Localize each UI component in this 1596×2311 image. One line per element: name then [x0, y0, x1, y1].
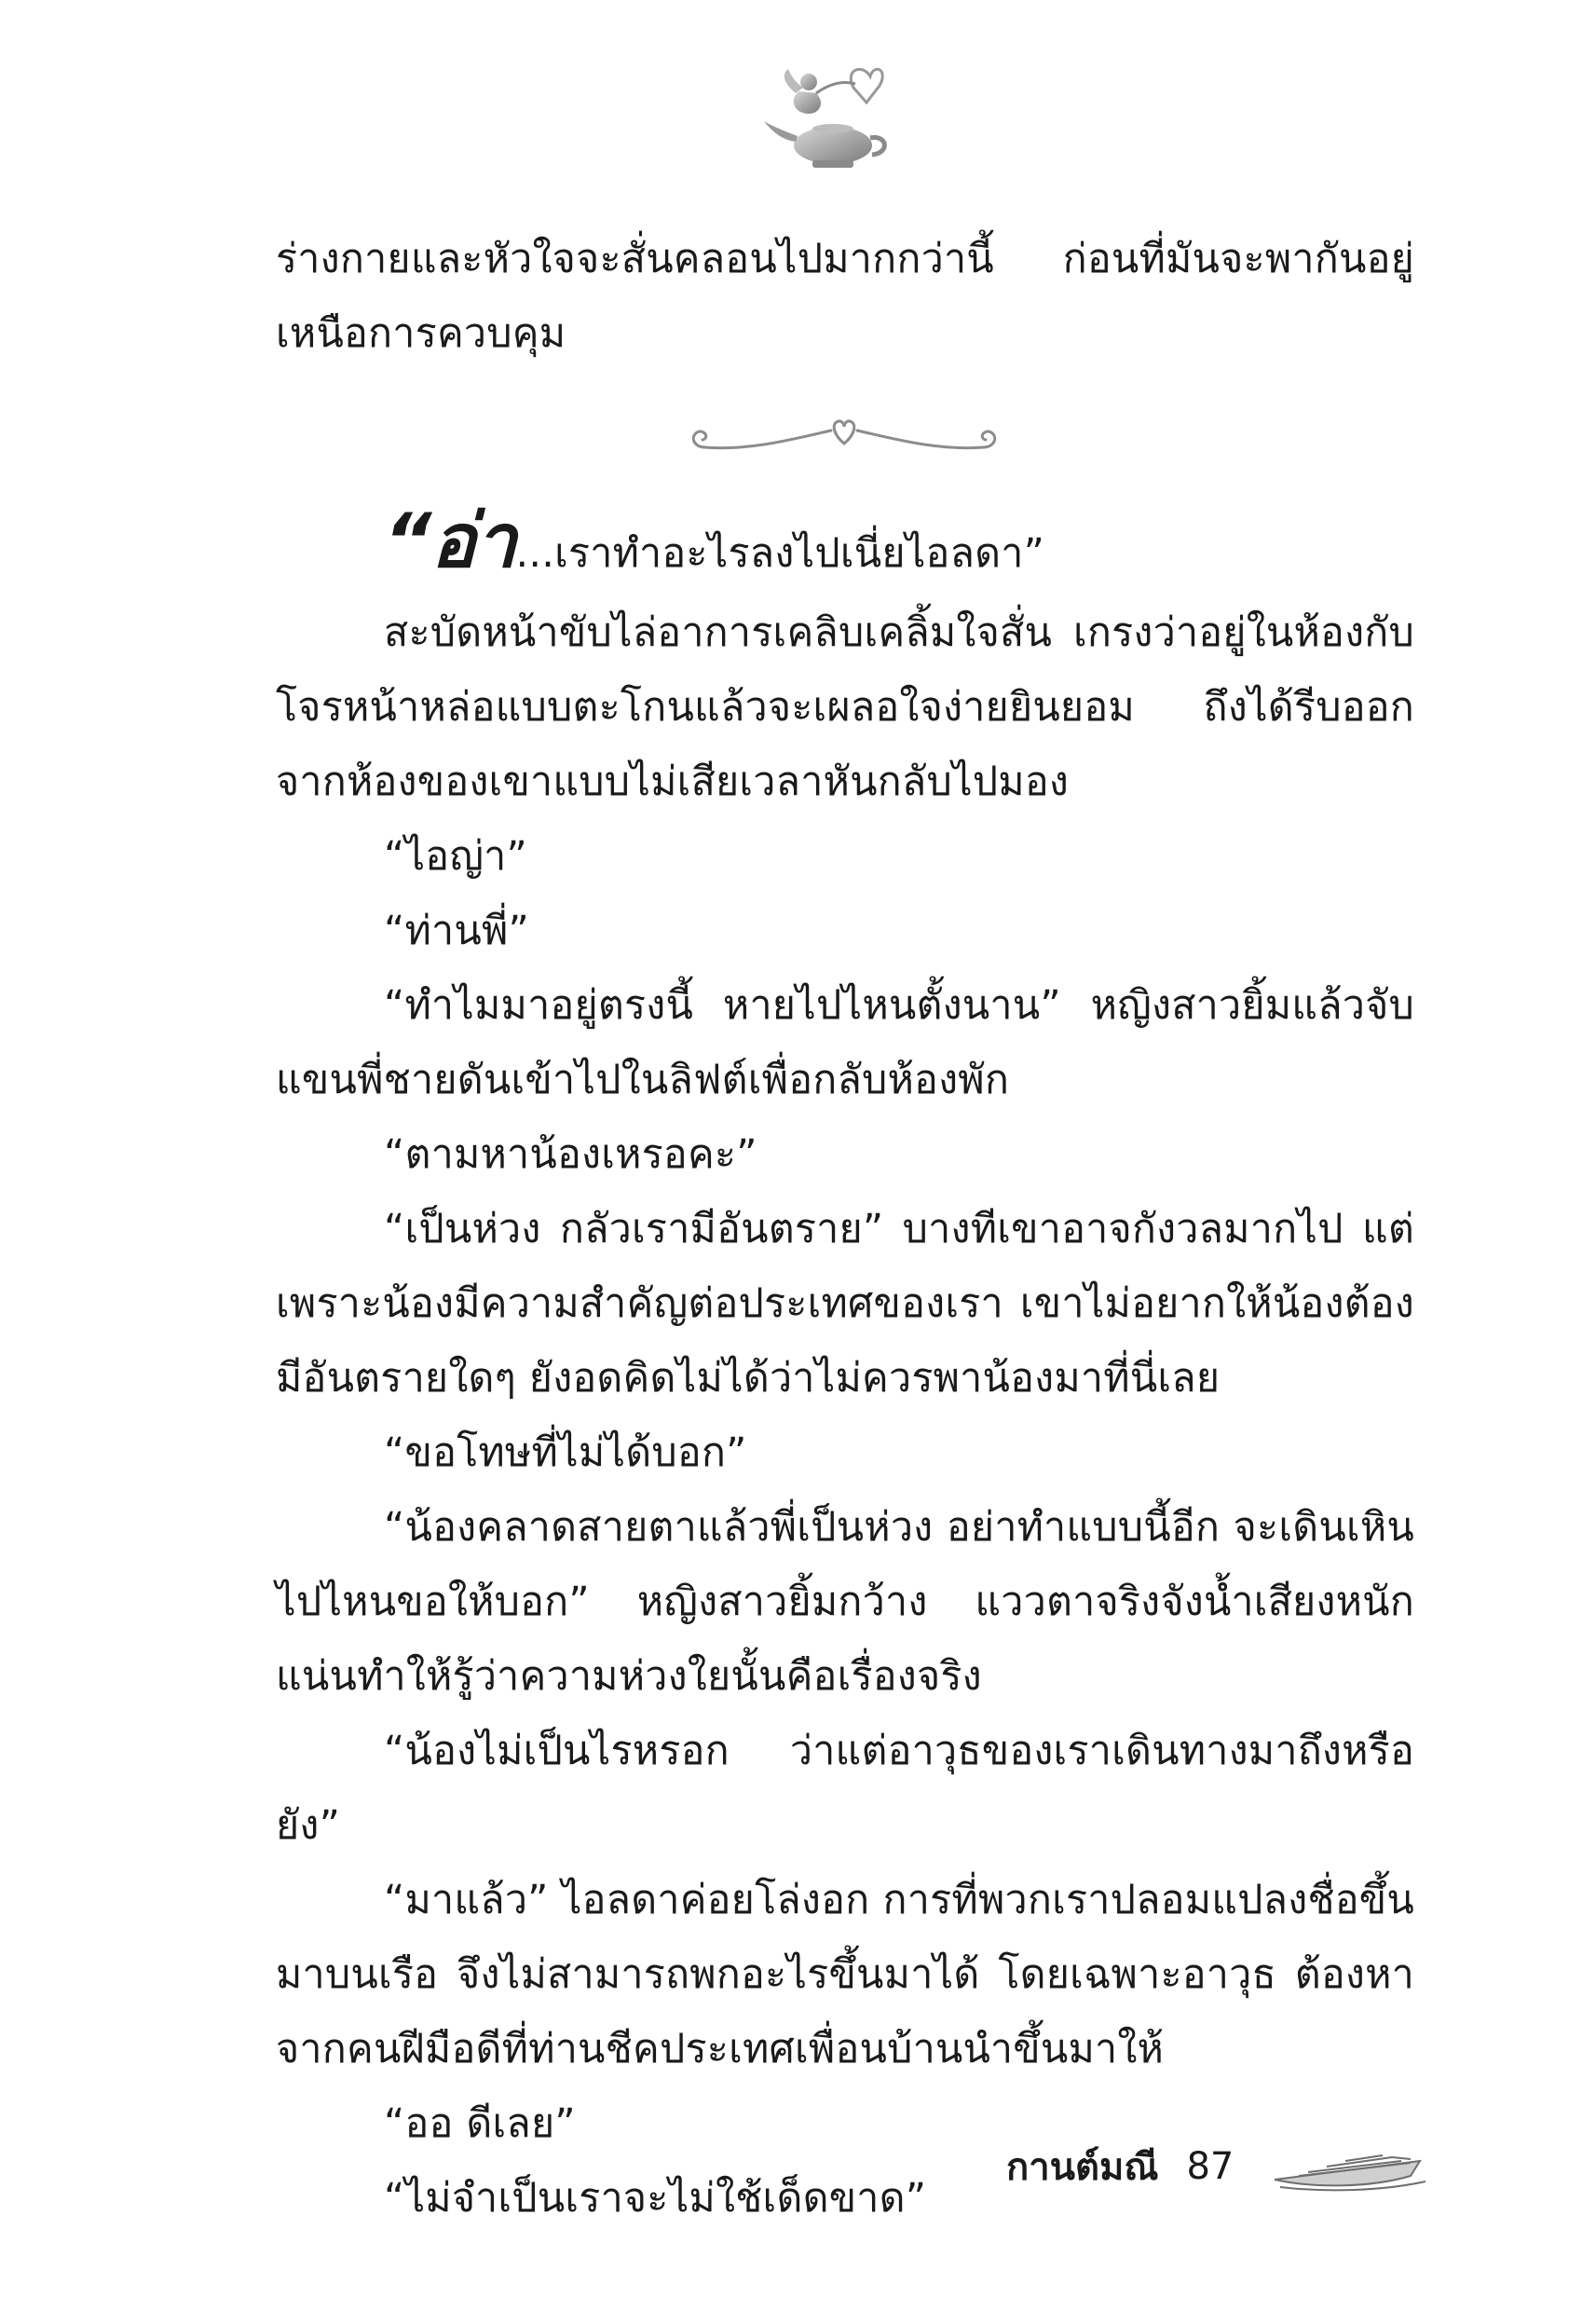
- heart-flourish-divider-icon: [667, 410, 1021, 466]
- paragraph: “ไอญ่า”: [384, 833, 527, 880]
- paragraph: “น้องคลาดสายตาแล้วพี่เป็นห่วง อย่าทำแบบนี้อีก จะเดินเหินไปไหนขอให้บอก” หญิงสาวยิ้มกว้าง แววตาจริงจังน้ำเสียงหนักแน่นทำให้รู้ว่าความห่วงใยนั้นคือเรื่องจริง: [276, 1504, 1414, 1700]
- paragraph: “มาแล้ว” ไอลดาค่อยโล่งอก การที่พวกเราปลอมแปลงชื่อขึ้นมาบนเรือ จึงไม่สามารถพกอะไรขึ้นมาได้ โดยเฉพาะอาวุธ ต้องหาจากคนฝีมือดีที่ท่านชีคประเทศเพื่อนบ้านนำขึ้นมาให้: [276, 1877, 1414, 2072]
- paragraph: “ไม่จำเป็นเราจะไม่ใช้เด็ดขาด”: [384, 2175, 927, 2222]
- paragraph: สะบัดหน้าขับไล่อาการเคลิบเคลิ้มใจสั่น เกรงว่าอยู่ในห้องกับโจรหน้าหล่อแบบตะโกนแล้วจะเผลอใจง่ายยินยอม ถึงได้รีบออกจากห้องของเขาแบบไม่เสียเวลาหันกลับไปมอง: [276, 609, 1414, 805]
- main-text: [276, 499, 1414, 2236]
- paragraph: “ขอโทษที่ไม่ได้บอก”: [384, 1429, 747, 1476]
- cruise-ship-icon: [1271, 2139, 1429, 2195]
- opening-line: [276, 499, 1414, 595]
- page-footer: [1006, 2134, 1429, 2199]
- paragraph: “ท่านพี่”: [384, 908, 529, 954]
- cupid-teapot-icon: [751, 56, 909, 177]
- page-number: 87: [1186, 2145, 1235, 2188]
- intro-section: [276, 222, 1414, 371]
- opening-rest: ...เราทำอะไรลงไปเนี่ยไอลดา”: [515, 530, 1045, 577]
- opening-exclamation: “อ่า: [384, 498, 516, 584]
- intro-paragraph: ร่างกายและหัวใจจะสั่นคลอนไปมากกว่านี้ ก่อนที่มันจะพากันอยู่เหนือการควบคุม: [276, 236, 1414, 357]
- book-title: กานต์มณี: [1006, 2146, 1159, 2189]
- paragraph: “ทำไมมาอยู่ตรงนี้ หายไปไหนตั้งนาน” หญิงสาวยิ้มแล้วจับแขนพี่ชายดันเข้าไปในลิฟต์เพื่อกลับห้องพัก: [276, 982, 1414, 1103]
- paragraph: “น้องไม่เป็นไรหรอก ว่าแต่อาวุธของเราเดินทางมาถึงหรือยัง”: [276, 1728, 1414, 1849]
- paragraph: “ออ ดีเลย”: [384, 2100, 576, 2147]
- paragraph: “เป็นห่วง กลัวเรามีอันตราย” บางทีเขาอาจกังวลมากไป แต่เพราะน้องมีความสำคัญต่อประเทศของเรา เขาไม่อยากให้น้องต้องมีอันตรายใดๆ ยังอดคิดไม่ได้ว่าไม่ควรพาน้องมาที่นี่เลย: [276, 1206, 1414, 1402]
- paragraph: “ตามหาน้องเหรอคะ”: [384, 1131, 757, 1178]
